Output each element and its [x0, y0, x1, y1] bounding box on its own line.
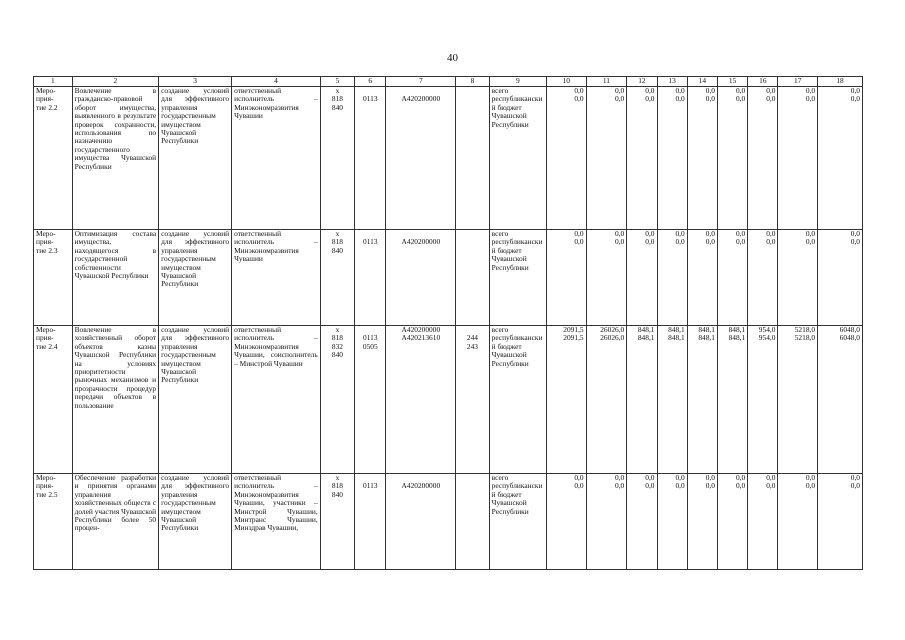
amount-republican-budget: 0,0	[675, 237, 685, 247]
amount-cell	[687, 230, 717, 326]
expense-type-cell	[456, 230, 489, 326]
amount-republican-budget: 0,0	[766, 481, 776, 491]
event-row	[34, 87, 863, 230]
funding-source-label: республиканский бюджет Чувашской Республики	[491, 94, 543, 129]
amount-republican-budget: 0,0	[645, 481, 655, 491]
event-number-cell	[34, 326, 73, 474]
amount-republican-budget: 0,0	[850, 237, 860, 247]
amount-total: 0,0	[735, 229, 746, 238]
funding-source-label: республиканский бюджет Чувашской Республики	[491, 333, 543, 368]
amount-cell	[748, 474, 778, 570]
expense-type-code: 243	[466, 341, 478, 351]
amount-cell	[717, 326, 747, 474]
expense-type-code: 244	[466, 333, 478, 343]
executor-cell: ответственный исполнитель – Минэкономразвития Чувашии	[232, 230, 321, 326]
amount-cell	[627, 474, 657, 570]
expected-result-cell: создание условий для эффективного управления государственным имуществом Чувашской Республики	[159, 474, 232, 570]
grbs-code: 818	[331, 237, 343, 247]
amount-cell	[818, 230, 863, 326]
grbs-code: x	[335, 473, 340, 482]
amount-total: 0,0	[574, 229, 584, 238]
amount-total: 0,0	[705, 229, 715, 238]
amount-total: 848,1	[728, 325, 746, 334]
funding-source-cell	[489, 326, 546, 474]
funding-source-cell	[489, 230, 546, 326]
event-row	[34, 230, 863, 326]
amount-cell	[778, 230, 818, 326]
target-article-code: A420200000	[401, 94, 441, 104]
target-article-code: A420200000	[401, 237, 441, 247]
section-code: 0113	[363, 333, 378, 343]
target-article-cell	[386, 326, 456, 474]
section-code-cell	[355, 230, 386, 326]
expense-type-cell	[456, 87, 489, 230]
amount-cell	[657, 87, 687, 230]
amount-total: 0,0	[615, 473, 625, 482]
column-number: 13	[657, 77, 687, 87]
amount-republican-budget: 0,0	[805, 94, 816, 104]
amount-total: 0,0	[574, 86, 584, 95]
expense-type-code	[458, 482, 486, 490]
amount-cell	[717, 230, 747, 326]
amount-total: 0,0	[766, 86, 776, 95]
amount-total: 0,0	[850, 473, 860, 482]
event-name-cell: Оптимизация состава имущества, находящегося в государственной собственности Чувашской Республики	[72, 230, 159, 326]
section-code: 0113	[363, 94, 378, 104]
target-article-code: A420200000	[401, 481, 441, 491]
amount-republican-budget: 26026,0	[600, 333, 625, 343]
funding-source-label: всего	[491, 325, 509, 334]
amount-cell	[586, 474, 627, 570]
expense-type-code	[458, 95, 486, 103]
amount-cell	[546, 474, 586, 570]
target-article-cell	[386, 87, 456, 230]
amount-cell	[586, 87, 627, 230]
amount-cell	[586, 230, 627, 326]
amount-total: 0,0	[675, 86, 685, 95]
amount-total: 0,0	[574, 473, 584, 482]
amount-republican-budget: 848,1	[668, 333, 685, 343]
amount-total: 0,0	[850, 229, 860, 238]
grbs-code: 832	[331, 341, 343, 351]
amount-cell	[818, 326, 863, 474]
target-article-cell	[386, 474, 456, 570]
column-number: 2	[72, 77, 159, 87]
amount-cell	[546, 87, 586, 230]
amount-republican-budget: 0,0	[850, 481, 860, 491]
amount-republican-budget: 0,0	[705, 481, 715, 491]
grbs-code: 818	[331, 333, 343, 343]
amount-cell	[627, 230, 657, 326]
event-number-line: тие 2.3	[36, 245, 58, 255]
amount-cell	[687, 474, 717, 570]
grbs-code: 818	[331, 481, 343, 491]
amount-total: 0,0	[705, 86, 715, 95]
column-number: 8	[456, 77, 489, 87]
column-number: 6	[355, 77, 386, 87]
column-number-row	[34, 77, 863, 87]
amount-cell	[778, 326, 818, 474]
column-number: 4	[232, 77, 321, 87]
amount-republican-budget: 0,0	[766, 237, 776, 247]
expense-type-cell	[456, 474, 489, 570]
amount-republican-budget: 0,0	[645, 94, 655, 104]
section-code-cell	[355, 326, 386, 474]
event-number-line: Меро-	[36, 325, 56, 334]
expected-result-cell: создание условий для эффективного управления государственным имуществом Чувашской Республики	[159, 326, 232, 474]
amount-republican-budget: 0,0	[675, 94, 685, 104]
amount-total: 848,1	[637, 325, 655, 334]
amount-cell	[717, 87, 747, 230]
column-number: 7	[386, 77, 456, 87]
section-code: 0113	[363, 481, 378, 491]
amount-cell	[657, 326, 687, 474]
amount-total: 0,0	[705, 473, 715, 482]
amount-total: 0,0	[850, 86, 860, 95]
section-code: 0505	[362, 341, 378, 351]
amount-total: 0,0	[766, 473, 776, 482]
funding-source-label: республиканский бюджет Чувашской Республики	[491, 481, 543, 516]
event-name-cell: Обеспечение разработки и принятия органами управления хозяйственных обществ с долей участия Чувашской Республики более 50 процен-	[72, 474, 159, 570]
amount-cell	[717, 474, 747, 570]
amount-cell	[546, 326, 586, 474]
amount-republican-budget: 0,0	[615, 94, 625, 104]
amount-republican-budget: 0,0	[615, 237, 625, 247]
amount-republican-budget: 6048,0	[839, 333, 860, 343]
grbs-cell	[320, 474, 354, 570]
amount-republican-budget: 5218,0	[794, 333, 816, 343]
amount-republican-budget: 848,1	[698, 333, 715, 343]
amount-republican-budget: 0,0	[675, 481, 685, 491]
amount-total: 0,0	[645, 229, 655, 238]
grbs-code: x	[335, 229, 340, 238]
amount-republican-budget: 848,1	[637, 333, 655, 343]
funding-source-label: всего	[491, 473, 509, 482]
funding-source-cell	[489, 87, 546, 230]
executor-cell: ответственный исполнитель – Минэкономразвития Чувашии, соисполнитель – Минстрой Чувашии	[232, 326, 321, 474]
expected-result-cell: создание условий для эффективного управления государственным имуществом Чувашской Республики	[159, 87, 232, 230]
grbs-code: x	[335, 325, 340, 334]
amount-republican-budget: 848,1	[728, 333, 746, 343]
event-number-line: тие 2.2	[36, 102, 58, 112]
amount-republican-budget: 0,0	[645, 237, 655, 247]
amount-republican-budget: 0,0	[735, 237, 746, 247]
grbs-code: 818	[331, 94, 343, 104]
amount-total: 26026,0	[600, 325, 625, 334]
event-number-cell	[34, 230, 73, 326]
target-article-cell	[386, 230, 456, 326]
event-number-line: тие 2.4	[36, 341, 58, 351]
amount-republican-budget: 0,0	[735, 94, 746, 104]
amount-cell	[627, 87, 657, 230]
event-number-line: прия-	[36, 237, 54, 247]
amount-republican-budget: 0,0	[805, 237, 816, 247]
grbs-code: 840	[331, 102, 343, 112]
amount-republican-budget: 0,0	[705, 94, 715, 104]
grbs-code: 840	[331, 489, 343, 499]
amount-cell	[546, 230, 586, 326]
grbs-cell	[320, 326, 354, 474]
amount-republican-budget: 2091,5	[563, 333, 584, 343]
executor-cell: ответственный исполнитель – Минэкономразвития Чувашии, участники – Минстрой Чувашии, Минтранс Чувашии, Минздрав Чувашии,	[232, 474, 321, 570]
funding-source-label: республиканский бюджет Чувашской Республики	[491, 237, 543, 272]
event-row	[34, 326, 863, 474]
amount-cell	[687, 326, 717, 474]
column-number: 11	[586, 77, 627, 87]
amount-republican-budget: 0,0	[615, 481, 625, 491]
event-number-line: тие 2.5	[36, 489, 58, 499]
event-name-cell: Вовлечение в гражданско-правовой оборот имущества, выявленного в результате проверок сохранности, использования по назначению государственного имущества Чувашской Республики	[72, 87, 159, 230]
grbs-cell	[320, 230, 354, 326]
column-number: 17	[778, 77, 818, 87]
amount-cell	[748, 230, 778, 326]
amount-republican-budget: 0,0	[805, 481, 816, 491]
event-number-line: Меро-	[36, 86, 56, 95]
amount-cell	[818, 474, 863, 570]
amount-cell	[657, 230, 687, 326]
grbs-code: x	[335, 86, 340, 95]
amount-republican-budget: 954,0	[758, 333, 776, 343]
amount-cell	[748, 87, 778, 230]
column-number: 14	[687, 77, 717, 87]
amount-total: 5218,0	[794, 325, 816, 334]
amount-republican-budget: 0,0	[705, 237, 715, 247]
target-article-code: A420213610	[401, 333, 441, 343]
amount-total: 0,0	[735, 86, 746, 95]
amount-cell	[627, 326, 657, 474]
event-name-cell: Вовлечение в хозяйственный оборот объектов казны Чувашской Республики на условиях приоритетности рыночных механизмов и прозрачности процедур передачи объектов в пользование	[72, 326, 159, 474]
amount-cell	[586, 326, 627, 474]
executor-cell: ответственный исполнитель – Минэкономразвития Чувашии	[232, 87, 321, 230]
amount-total: 0,0	[615, 229, 625, 238]
program-events-table	[33, 76, 863, 570]
amount-total: 0,0	[766, 229, 776, 238]
target-article-code: A420200000	[401, 325, 441, 334]
column-number: 12	[627, 77, 657, 87]
amount-cell	[818, 87, 863, 230]
event-number-cell	[34, 87, 73, 230]
amount-total: 0,0	[735, 473, 746, 482]
amount-republican-budget: 0,0	[574, 94, 584, 104]
amount-total: 0,0	[805, 473, 816, 482]
amount-total: 0,0	[805, 229, 816, 238]
amount-total: 0,0	[805, 86, 816, 95]
funding-source-label: всего	[491, 86, 509, 95]
amount-total: 0,0	[615, 86, 625, 95]
amount-total: 0,0	[645, 86, 655, 95]
column-number: 1	[34, 77, 73, 87]
column-number: 5	[320, 77, 354, 87]
amount-cell	[657, 474, 687, 570]
amount-cell	[687, 87, 717, 230]
amount-cell	[748, 326, 778, 474]
funding-source-cell	[489, 474, 546, 570]
amount-cell	[778, 474, 818, 570]
event-number-line: Меро-	[36, 229, 56, 238]
section-code-cell	[355, 87, 386, 230]
amount-republican-budget: 0,0	[574, 237, 584, 247]
grbs-code: 840	[331, 245, 343, 255]
expense-type-cell	[456, 326, 489, 474]
column-number: 3	[159, 77, 232, 87]
funding-source-label: всего	[491, 229, 509, 238]
event-number-line: прия-	[36, 333, 54, 343]
column-number: 18	[818, 77, 863, 87]
page-number: 40	[447, 52, 458, 64]
event-number-line: прия-	[36, 94, 54, 104]
section-code-cell	[355, 474, 386, 570]
amount-republican-budget: 0,0	[735, 481, 746, 491]
amount-republican-budget: 0,0	[574, 481, 584, 491]
event-row	[34, 474, 863, 570]
amount-cell	[778, 87, 818, 230]
event-number-line: прия-	[36, 481, 54, 491]
amount-total: 6048,0	[839, 325, 860, 334]
amount-total: 0,0	[675, 473, 685, 482]
amount-total: 2091,5	[563, 325, 584, 334]
amount-total: 0,0	[645, 473, 655, 482]
expected-result-cell: создание условий для эффективного управления государственным имуществом Чувашской Республики	[159, 230, 232, 326]
amount-total: 954,0	[758, 325, 776, 334]
amount-total: 848,1	[698, 325, 715, 334]
section-code: 0113	[363, 237, 378, 247]
expense-type-code	[458, 238, 486, 246]
event-number-line: Меро-	[36, 473, 56, 482]
column-number: 16	[748, 77, 778, 87]
amount-republican-budget: 0,0	[850, 94, 860, 104]
grbs-code: 840	[331, 350, 343, 360]
amount-total: 848,1	[668, 325, 685, 334]
column-number: 9	[489, 77, 546, 87]
grbs-cell	[320, 87, 354, 230]
event-number-cell	[34, 474, 73, 570]
column-number: 10	[546, 77, 586, 87]
column-number: 15	[717, 77, 747, 87]
amount-republican-budget: 0,0	[766, 94, 776, 104]
amount-total: 0,0	[675, 229, 685, 238]
